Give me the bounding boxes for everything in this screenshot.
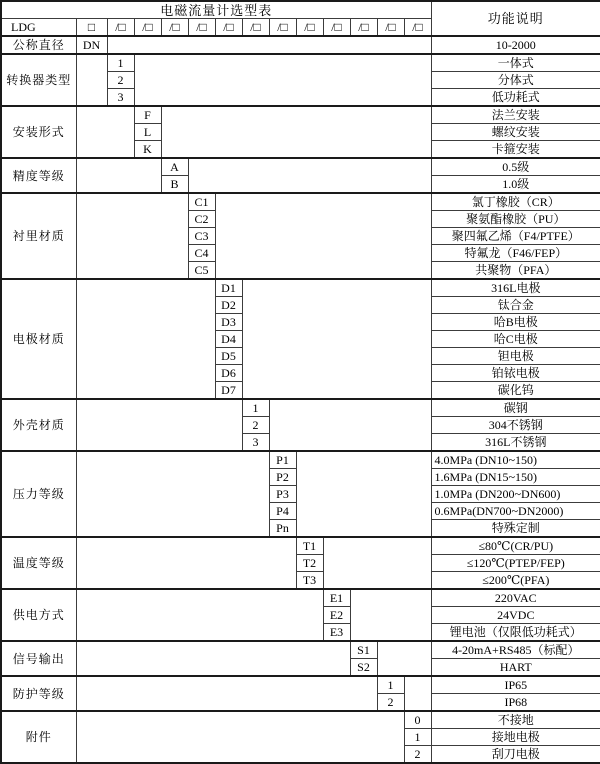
- value-cell: 钽电极: [431, 348, 600, 365]
- value-cell: 分体式: [431, 72, 600, 89]
- empty-cell: [323, 537, 431, 589]
- value-cell: 法兰安装: [431, 106, 600, 124]
- code-cell: T3: [296, 572, 323, 590]
- value-cell: 0.6MPa(DN700~DN2000): [431, 503, 600, 520]
- model-slot: /□: [215, 19, 242, 37]
- empty-cell: [76, 193, 188, 279]
- code-cell: D4: [215, 331, 242, 348]
- value-cell: 特殊定制: [431, 520, 600, 538]
- code-cell: P3: [269, 486, 296, 503]
- table-row: [1, 537, 600, 555]
- code-cell: 2: [377, 694, 404, 712]
- value-cell: HART: [431, 659, 600, 677]
- code-cell: D6: [215, 365, 242, 382]
- code-cell: D3: [215, 314, 242, 331]
- empty-cell: [404, 676, 431, 711]
- empty-cell: [269, 399, 431, 451]
- value-cell: 钛合金: [431, 297, 600, 314]
- table-row: [1, 36, 600, 54]
- code-cell: A: [161, 158, 188, 176]
- table-row: [1, 54, 600, 72]
- value-cell: 220VAC: [431, 589, 600, 607]
- empty-cell: [76, 711, 404, 763]
- code-cell: C4: [188, 245, 215, 262]
- empty-cell: [242, 279, 431, 399]
- code-cell: P1: [269, 451, 296, 469]
- category-label: 安装形式: [1, 106, 76, 158]
- code-cell: E3: [323, 624, 350, 642]
- code-cell: E1: [323, 589, 350, 607]
- code-cell: 1: [404, 729, 431, 746]
- empty-cell: [76, 641, 350, 676]
- model-slot: /□: [296, 19, 323, 37]
- empty-cell: [76, 106, 134, 158]
- code-cell: C1: [188, 193, 215, 211]
- model-slot: /□: [377, 19, 404, 37]
- value-cell: 螺纹安装: [431, 124, 600, 141]
- value-cell: 刮刀电极: [431, 746, 600, 764]
- value-cell: 聚氨酯橡胶（PU）: [431, 211, 600, 228]
- value-cell: ≤80℃(CR/PU): [431, 537, 600, 555]
- table-row: [1, 711, 600, 729]
- table-title: 电磁流量计选型表: [1, 1, 431, 19]
- value-cell: 碳化钨: [431, 382, 600, 400]
- model-slot: /□: [134, 19, 161, 37]
- empty-cell: [296, 451, 431, 537]
- code-cell: D7: [215, 382, 242, 400]
- code-cell: C5: [188, 262, 215, 280]
- value-cell: IP68: [431, 694, 600, 712]
- empty-cell: [377, 641, 431, 676]
- model-slot: /□: [188, 19, 215, 37]
- model-slot: /□: [323, 19, 350, 37]
- value-cell: ≤200℃(PFA): [431, 572, 600, 590]
- table-row: [1, 193, 600, 211]
- code-cell: 1: [377, 676, 404, 694]
- code-cell: 3: [242, 434, 269, 452]
- value-cell: 氯丁橡胶（CR）: [431, 193, 600, 211]
- code-cell: B: [161, 176, 188, 194]
- code-cell: T1: [296, 537, 323, 555]
- empty-cell: [350, 589, 431, 641]
- value-cell: 哈B电极: [431, 314, 600, 331]
- code-cell: K: [134, 141, 161, 159]
- table-row: [1, 589, 600, 607]
- value-cell: 锂电池（仅限低功耗式）: [431, 624, 600, 642]
- category-label: 精度等级: [1, 158, 76, 193]
- empty-cell: [76, 279, 215, 399]
- empty-cell: [76, 589, 323, 641]
- category-label: 转换器类型: [1, 54, 76, 106]
- value-cell: 低功耗式: [431, 89, 600, 107]
- table-row: [1, 676, 600, 694]
- table-row: [1, 641, 600, 659]
- value-cell: 1.0级: [431, 176, 600, 194]
- model-slot: /□: [404, 19, 431, 37]
- code-cell: 1: [242, 399, 269, 417]
- value-cell: 共聚物（PFA）: [431, 262, 600, 280]
- value-cell: 不接地: [431, 711, 600, 729]
- code-cell: F: [134, 106, 161, 124]
- table-row: [1, 399, 600, 417]
- category-label: 防护等级: [1, 676, 76, 711]
- category-label: 电极材质: [1, 279, 76, 399]
- value-cell: 接地电极: [431, 729, 600, 746]
- value-cell: 碳钢: [431, 399, 600, 417]
- table-row: [1, 279, 600, 297]
- empty-cell: [76, 54, 107, 106]
- value-cell: 1.6MPa (DN15~150): [431, 469, 600, 486]
- empty-cell: [134, 54, 431, 106]
- value-cell: 1.0MPa (DN200~DN600): [431, 486, 600, 503]
- model-box: □: [76, 19, 107, 37]
- code-cell: DN: [76, 36, 107, 54]
- code-cell: D1: [215, 279, 242, 297]
- category-label: 压力等级: [1, 451, 76, 537]
- code-cell: Pn: [269, 520, 296, 538]
- value-cell: 4-20mA+RS485（标配）: [431, 641, 600, 659]
- value-cell: 4.0MPa (DN10~150): [431, 451, 600, 469]
- code-cell: C2: [188, 211, 215, 228]
- value-cell: 一体式: [431, 54, 600, 72]
- value-cell: 316L电极: [431, 279, 600, 297]
- category-label: 衬里材质: [1, 193, 76, 279]
- empty-cell: [188, 158, 431, 193]
- category-label: 温度等级: [1, 537, 76, 589]
- value-cell: 316L不锈钢: [431, 434, 600, 452]
- value-cell: IP65: [431, 676, 600, 694]
- value-cell: 0.5级: [431, 158, 600, 176]
- code-cell: 3: [107, 89, 134, 107]
- value-cell: 铂铱电极: [431, 365, 600, 382]
- model-slot: /□: [350, 19, 377, 37]
- title-row: [1, 1, 600, 19]
- table-row: [1, 451, 600, 469]
- value-cell: 哈C电极: [431, 331, 600, 348]
- model-slot: /□: [269, 19, 296, 37]
- code-cell: D2: [215, 297, 242, 314]
- value-cell: ≤120℃(PTEP/FEP): [431, 555, 600, 572]
- model-slot: /□: [161, 19, 188, 37]
- category-label: 公称直径: [1, 36, 76, 54]
- value-cell: 聚四氟乙烯（F4/PTFE）: [431, 228, 600, 245]
- category-label: 信号输出: [1, 641, 76, 676]
- table-row: [1, 158, 600, 176]
- value-cell: 304不锈钢: [431, 417, 600, 434]
- model-prefix: LDG: [1, 19, 76, 37]
- empty-cell: [76, 158, 161, 193]
- code-cell: E2: [323, 607, 350, 624]
- code-cell: 2: [404, 746, 431, 764]
- code-cell: D5: [215, 348, 242, 365]
- value-cell: 特氟龙（F46/FEP）: [431, 245, 600, 262]
- code-cell: 0: [404, 711, 431, 729]
- code-cell: 2: [242, 417, 269, 434]
- category-label: 附件: [1, 711, 76, 763]
- empty-cell: [215, 193, 431, 279]
- value-cell: 卡箍安装: [431, 141, 600, 159]
- table-row: [1, 106, 600, 124]
- model-slot: /□: [107, 19, 134, 37]
- function-column-header: 功能说明: [431, 1, 600, 36]
- code-cell: S1: [350, 641, 377, 659]
- code-cell: 2: [107, 72, 134, 89]
- empty-cell: [76, 676, 377, 711]
- code-cell: 1: [107, 54, 134, 72]
- code-cell: T2: [296, 555, 323, 572]
- code-cell: C3: [188, 228, 215, 245]
- empty-cell: [76, 537, 296, 589]
- code-cell: P4: [269, 503, 296, 520]
- value-cell: 10-2000: [431, 36, 600, 54]
- code-cell: S2: [350, 659, 377, 677]
- code-cell: P2: [269, 469, 296, 486]
- empty-cell: [161, 106, 431, 158]
- empty-cell: [76, 451, 269, 537]
- empty-cell: [76, 399, 242, 451]
- value-cell: 24VDC: [431, 607, 600, 624]
- category-label: 外壳材质: [1, 399, 76, 451]
- model-slot: /□: [242, 19, 269, 37]
- category-label: 供电方式: [1, 589, 76, 641]
- code-cell: L: [134, 124, 161, 141]
- empty-cell: [107, 36, 431, 54]
